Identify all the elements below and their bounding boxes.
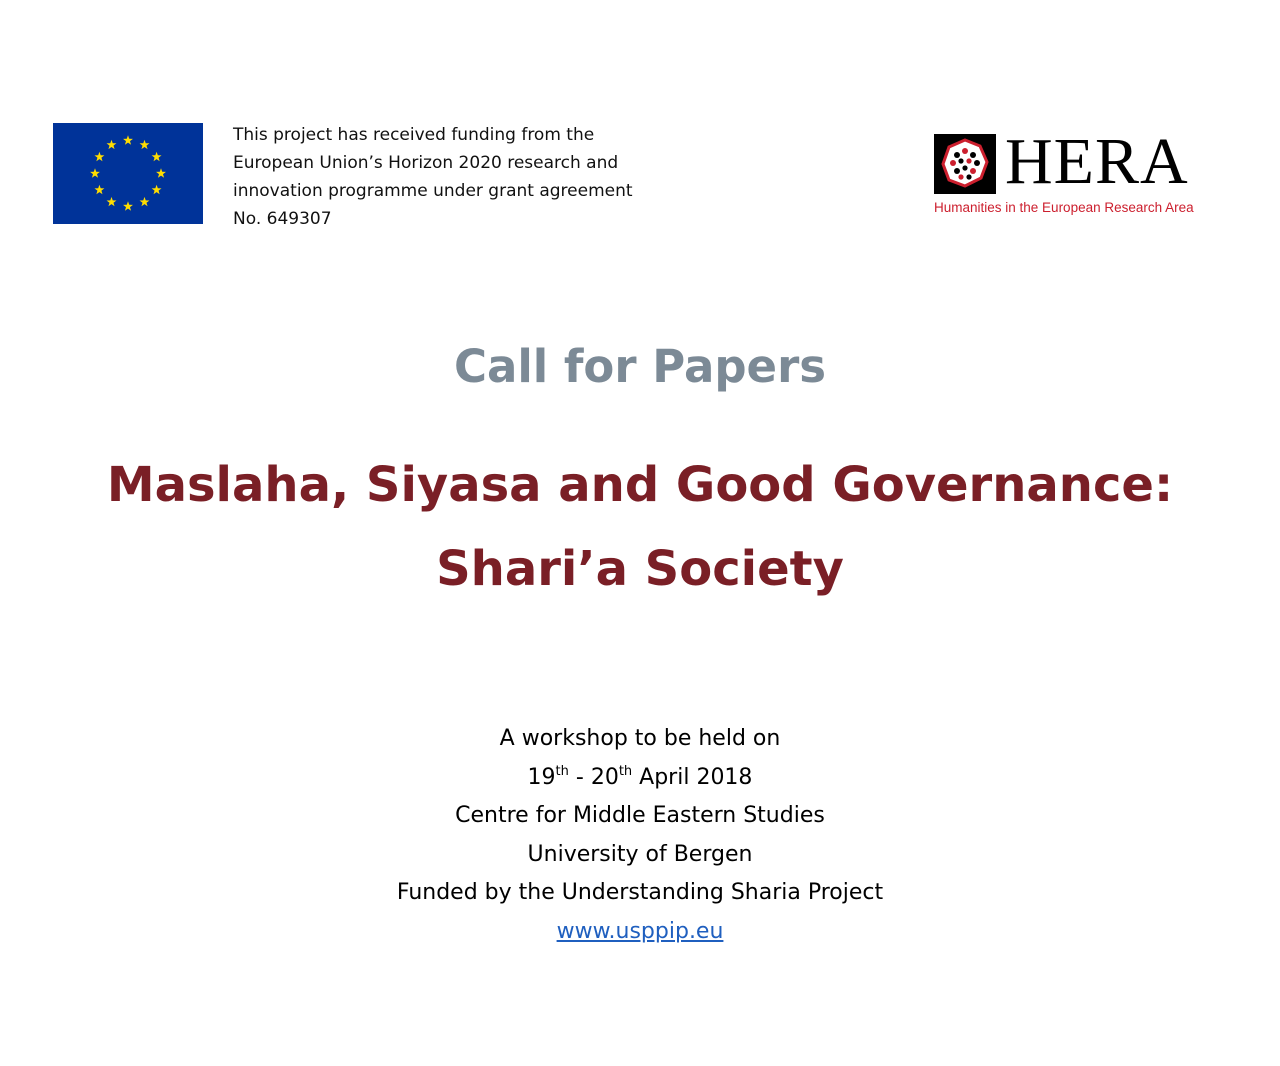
- eu-star-icon: [140, 197, 150, 206]
- funding-line: European Union’s Horizon 2020 research and: [233, 153, 619, 173]
- eu-stars-icon: [53, 123, 203, 224]
- hera-emblem-icon: [934, 134, 996, 194]
- hera-tagline: Humanities in the European Research Area: [934, 200, 1194, 215]
- eu-flag-icon: [53, 123, 203, 224]
- workshop-venue: Centre for Middle Eastern Studies: [455, 803, 825, 828]
- workshop-title: [0, 443, 1280, 611]
- funding-line: This project has received funding from the: [233, 125, 595, 145]
- date-end-suffix: th: [618, 763, 633, 779]
- workshop-dates: [0, 759, 1280, 798]
- workshop-subtitle-line: Shari’a Society: [436, 541, 844, 597]
- eu-star-icon: [152, 185, 162, 194]
- workshop-intro: A workshop to be held on: [499, 726, 781, 751]
- eu-star-icon: [90, 168, 100, 177]
- workshop-title-line: Maslaha, Siyasa and Good Governance:: [106, 457, 1174, 513]
- date-start-day: 19: [527, 764, 556, 790]
- eu-star-icon: [140, 140, 150, 149]
- eu-star-icon: [107, 140, 117, 149]
- grant-number: No. 649307: [233, 209, 332, 229]
- eu-star-icon: [94, 185, 104, 194]
- date-separator: -: [568, 764, 591, 790]
- hera-logo: [933, 125, 1233, 223]
- workshop-details: [0, 720, 1280, 951]
- project-website-link[interactable]: www.usppip.eu: [556, 918, 724, 944]
- funding-line: innovation programme under grant agreement: [233, 181, 633, 201]
- hera-wordmark: HERA: [1005, 125, 1189, 198]
- date-start-suffix: th: [555, 763, 569, 779]
- date-month-year: April 2018: [632, 764, 753, 790]
- workshop-university: University of Bergen: [527, 841, 753, 867]
- eu-star-icon: [156, 168, 166, 177]
- call-for-papers-heading: Call for Papers: [453, 340, 827, 393]
- funding-statement: [233, 121, 663, 233]
- date-end-day: 20: [590, 764, 619, 790]
- eu-star-icon: [152, 152, 162, 161]
- eu-star-icon: [94, 152, 104, 161]
- workshop-funding: Funded by the Understanding Sharia Project: [396, 880, 884, 905]
- eu-star-icon: [123, 201, 133, 210]
- eu-star-icon: [107, 197, 117, 206]
- eu-star-icon: [123, 135, 133, 144]
